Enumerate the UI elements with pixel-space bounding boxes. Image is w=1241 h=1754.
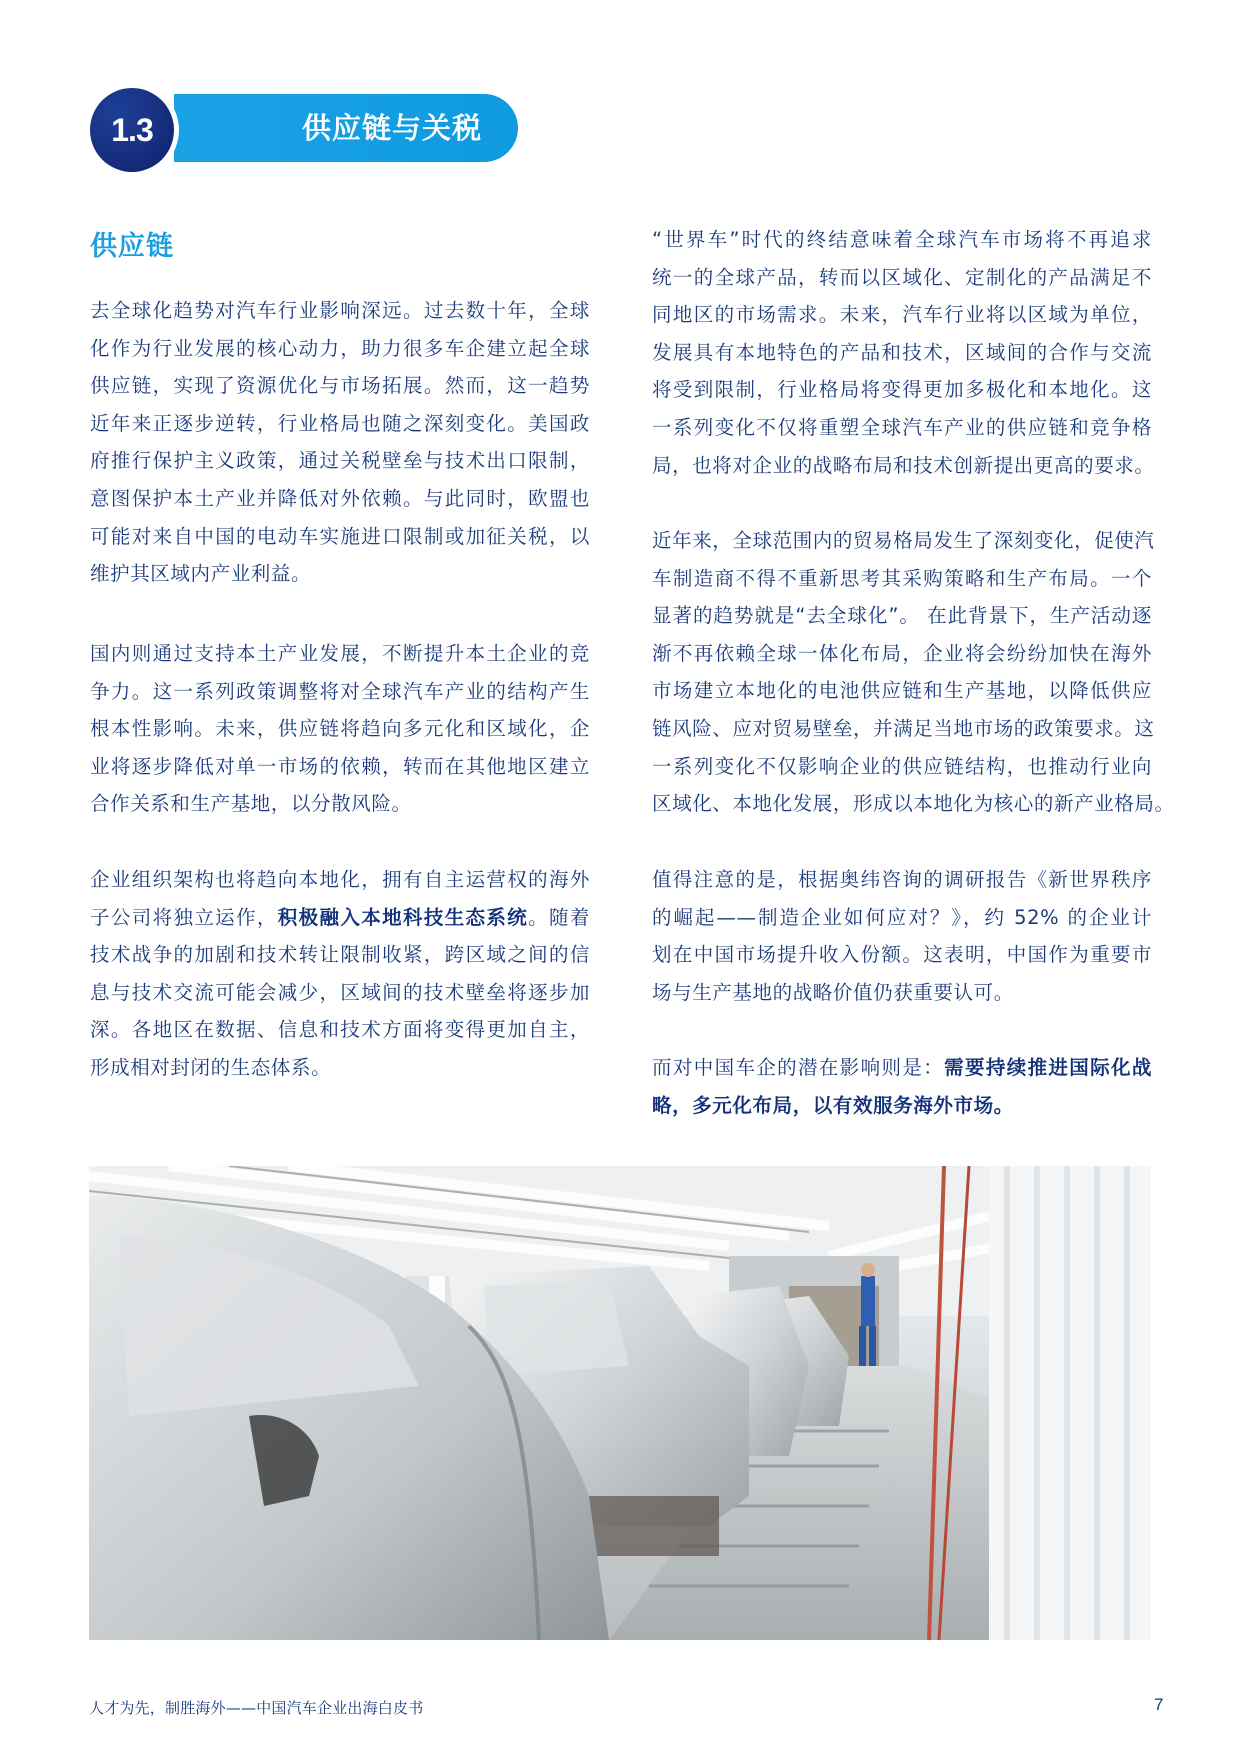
text-line: 可能对来自中国的电动车实施进口限制或加征关税，以 [90, 524, 590, 548]
text-line: 府推行保护主义政策，通过关税壁垒与技术出口限制， [90, 449, 590, 473]
text-line: 统一的全球产品，转而以区域化、定制化的产品满足不 [652, 265, 1152, 289]
text-line: 显著的趋势就是“去全球化”。 在此背景下，生产活动逐 [652, 604, 1152, 628]
text-line: 车制造商不得不重新思考其采购策略和生产布局。一个 [652, 566, 1152, 590]
emphasis-text: 需要持续推进国际化战 [944, 1056, 1152, 1079]
text-line: 合作关系和生产基地，以分散风险。 [90, 792, 412, 816]
text-line: 去全球化趋势对汽车行业影响深远。过去数十年，全球 [90, 299, 590, 322]
text-segment: 。随着 [528, 905, 590, 929]
section-number-circle [90, 88, 174, 172]
text-line: 国内则通过支持本土产业发展，不断提升本土企业的竞 [90, 642, 590, 665]
left-paragraph-3 [90, 861, 590, 1087]
section-number: 1.3 [111, 111, 153, 148]
text-line: 一系列变化不仅影响企业的供应链结构，也推动行业向 [652, 754, 1152, 778]
section-badge [90, 88, 483, 170]
emphasis-text: 略，多元化布局，以有效服务海外市场。 [652, 1093, 1014, 1117]
text-segment: 而对中国车企的潜在影响则是： [652, 1056, 945, 1079]
text-line: 化作为行业发展的核心动力，助力很多车企建立起全球 [90, 336, 590, 360]
text-line: 值得注意的是，根据奥纬咨询的调研报告《新世界秩序 [652, 868, 1152, 891]
text-line: “世界车”时代的终结意味着全球汽车市场将不再追求 [652, 228, 1152, 251]
text-segment: 子公司将独立运作， [90, 905, 278, 929]
text-line: 企业组织架构也将趋向本地化，拥有自主运营权的海外 [90, 868, 590, 891]
text-line: 近年来正逐步逆转，行业格局也随之深刻变化。美国政 [90, 411, 590, 435]
right-paragraph-4 [652, 1049, 1152, 1124]
text-line: 场与生产基地的战略价值仍获重要认可。 [652, 980, 1014, 1004]
text-line: 划在中国市场提升收入份额。这表明，中国作为重要市 [652, 943, 1152, 967]
right-paragraph-1 [652, 221, 1155, 484]
text-line: 供应链，实现了资源优化与市场拓展。然而，这一趋势 [90, 374, 590, 398]
text-line: 一系列变化不仅将重塑全球汽车产业的供应链和竞争格 [652, 415, 1152, 439]
text-line: 意图保护本土产业并降低对外依赖。与此同时，欧盟也 [90, 486, 590, 510]
text-line: 深。各地区在数据、信息和技术方面将变得更加自主， [90, 1018, 590, 1042]
text-line-with-emphasis [90, 899, 590, 937]
text-line: 发展具有本地特色的产品和技术，区域间的合作与交流 [652, 340, 1152, 364]
emphasis-text: 积极融入本地科技生态系统 [277, 905, 529, 929]
text-line: 争力。这一系列政策调整将对全球汽车产业的结构产生 [90, 679, 590, 703]
text-line: 渐不再依赖全球一体化布局，企业将会纷纷加快在海外 [652, 641, 1152, 665]
footer-document-title: 人才为先，制胜海外——中国汽车企业出海白皮书 [89, 1699, 424, 1717]
text-line: 链风险、应对贸易壁垒，并满足当地市场的政策要求。这 [652, 716, 1155, 740]
text-line: 将受到限制，行业格局将变得更加多极化和本地化。这 [652, 378, 1152, 402]
text-line: 市场建立本地化的电池供应链和生产基地，以降低供应 [652, 679, 1152, 703]
factory-illustration [89, 1166, 1151, 1640]
subheading-supply-chain: 供应链 [90, 231, 174, 262]
section-title-pill [174, 94, 518, 162]
text-line: 业将逐步降低对单一市场的依赖，转而在其他地区建立 [90, 754, 590, 778]
text-line: 技术战争的加剧和技术转让限制收紧，跨区域之间的信 [90, 943, 590, 967]
text-line-with-emphasis [652, 1049, 1152, 1087]
text-line: 局，也将对企业的战略布局和技术创新提出更高的要求。 [652, 453, 1155, 477]
right-paragraph-3 [652, 861, 1152, 1011]
text-line: 维护其区域内产业利益。 [90, 562, 312, 586]
left-paragraph-1 [90, 292, 590, 593]
right-paragraph-2 [652, 522, 1175, 823]
text-line: 息与技术交流可能会减少，区域间的技术壁垒将逐步加 [90, 980, 590, 1004]
text-line: 近年来，全球范围内的贸易格局发生了深刻变化，促使汽 [652, 529, 1155, 552]
text-line: 根本性影响。未来，供应链将趋向多元化和区域化，企 [90, 717, 590, 741]
text-line: 形成相对封闭的生态体系。 [90, 1055, 332, 1079]
text-line: 的崛起——制造企业如何应对？》，约 52% 的企业计 [652, 905, 1152, 929]
page-number: 7 [1154, 1695, 1164, 1714]
left-paragraph-2 [90, 635, 590, 823]
assembly-line-photo [89, 1166, 1151, 1640]
text-line: 同地区的市场需求。未来，汽车行业将以区域为单位， [652, 303, 1152, 327]
text-line: 区域化、本地化发展，形成以本地化为核心的新产业格局。 [652, 792, 1175, 816]
section-title: 供应链与关税 [302, 111, 483, 145]
